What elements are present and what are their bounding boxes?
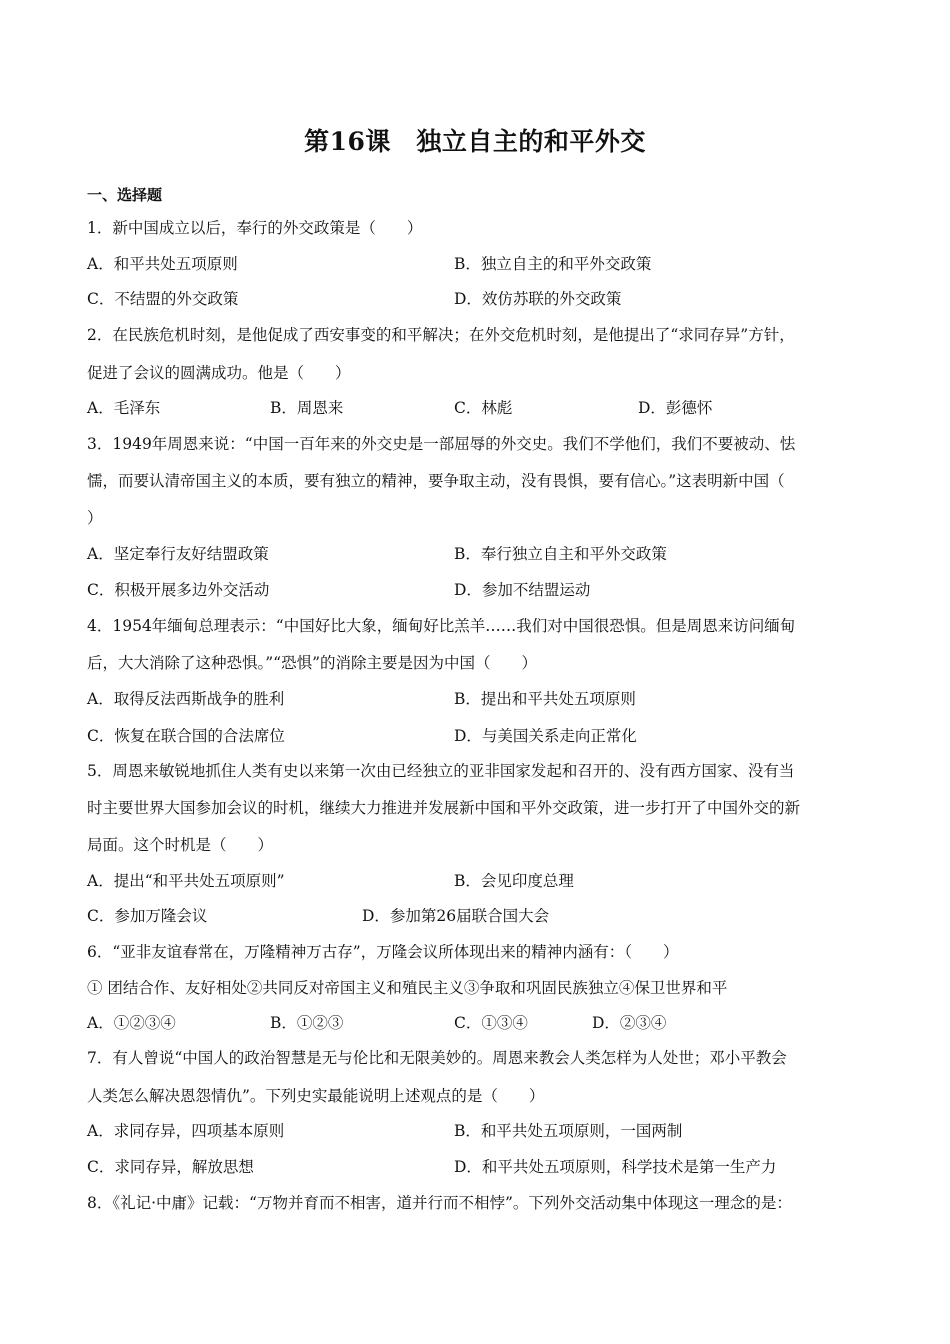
question-1-option-d: D．效仿苏联的外交政策 (454, 290, 622, 308)
question-2-stem: 2．在民族危机时刻，是他促成了西安事变的和平解决；在外交危机时刻，是他提出了“求同存异”方针， (87, 326, 795, 344)
question-3-option-b: B．奉行独立自主和平外交政策 (454, 545, 667, 563)
question-5-stem: 5．周恩来敏锐地抓住人类有史以来第一次由已经独立的亚非国家发起和召开的、没有西方国家、没有当 (87, 762, 795, 780)
question-6-stem: ① 团结合作、友好相处②共同反对帝国主义和殖民主义③争取和巩固民族独立④保卫世界和平 (87, 979, 728, 997)
question-2-option-a: A．毛泽东 (87, 399, 161, 417)
question-3-stem: 3．1949年周恩来说：“中国一百年来的外交史是一部屈辱的外交史。我们不学他们，我们不要被动、怯 (87, 435, 796, 453)
question-3-stem: ） (87, 509, 103, 527)
section-heading: 一、选择题 (87, 186, 163, 204)
question-5-stem: 局面。这个时机是（ ） (87, 836, 274, 854)
question-6-option-c: C．①③④ (454, 1014, 528, 1032)
question-5-option-a: A．提出“和平共处五项原则” (87, 872, 285, 890)
question-6-option-a: A．①②③④ (87, 1014, 176, 1032)
question-6-stem: 6．“亚非友谊春常在，万隆精神万古存”，万隆会议所体现出来的精神内涵有：（ ） (87, 943, 679, 961)
question-4-option-c: C．恢复在联合国的合法席位 (87, 727, 285, 745)
question-5-option-b: B．会见印度总理 (454, 872, 574, 890)
question-2-option-d: D．彭德怀 (638, 399, 713, 417)
question-8-stem: 8．《礼记·中庸》记载：“万物并育而不相害，道并行而不相悖”。下列外交活动集中体现这一理念的是： (87, 1194, 792, 1212)
question-7-stem: 人类怎么解决恩怨情仇”。下列史实最能说明上述观点的是（ ） (87, 1087, 545, 1105)
question-4-option-a: A．取得反法西斯战争的胜利 (87, 690, 285, 708)
question-5-option-c: C．参加万隆会议 (87, 907, 208, 925)
question-2-option-c: C．林彪 (454, 399, 513, 417)
question-7-option-b: B．和平共处五项原则，一国两制 (454, 1122, 683, 1140)
question-4-option-b: B．提出和平共处五项原则 (454, 690, 636, 708)
question-7-stem: 7．有人曾说“中国人的政治智慧是无与伦比和无限美妙的。周恩来教会人类怎样为人处世；邓小平教会 (87, 1049, 787, 1067)
question-6-option-b: B．①②③ (270, 1014, 344, 1032)
question-1-stem: 1．新中国成立以后，奉行的外交政策是（ ） (87, 219, 423, 237)
question-5-option-d: D．参加第26届联合国大会 (362, 907, 550, 925)
question-1-option-a: A．和平共处五项原则 (87, 255, 238, 273)
question-3-stem: 懦，而要认清帝国主义的本质，要有独立的精神，要争取主动，没有畏惧，要有信心。”这表明新中国（ (87, 472, 785, 490)
question-6-option-d: D．②③④ (592, 1014, 667, 1032)
question-7-option-d: D．和平共处五项原则，科学技术是第一生产力 (454, 1158, 777, 1176)
page-title: 第16课 独立自主的和平外交 (304, 127, 646, 156)
question-4-option-d: D．与美国关系走向正常化 (454, 727, 637, 745)
question-7-option-c: C．求同存异，解放思想 (87, 1158, 254, 1176)
question-1-option-b: B．独立自主的和平外交政策 (454, 255, 652, 273)
question-4-stem: 后，大大消除了这种恐惧。”“恐惧”的消除主要是因为中国（ ） (87, 654, 538, 672)
question-7-option-a: A．求同存异，四项基本原则 (87, 1122, 285, 1140)
question-1-option-c: C．不结盟的外交政策 (87, 290, 239, 308)
question-3-option-a: A．坚定奉行友好结盟政策 (87, 545, 269, 563)
question-5-stem: 时主要世界大国参加会议的时机，继续大力推进并发展新中国和平外交政策，进一步打开了中国外交的新 (87, 799, 801, 817)
question-3-option-c: C．积极开展多边外交活动 (87, 581, 270, 599)
question-3-option-d: D．参加不结盟运动 (454, 581, 591, 599)
question-4-stem: 4．1954年缅甸总理表示：“中国好比大象，缅甸好比羔羊……我们对中国很恐惧。但是周恩来访问缅甸 (87, 617, 796, 635)
question-2-option-b: B．周恩来 (270, 399, 344, 417)
question-2-stem: 促进了会议的圆满成功。他是（ ） (87, 364, 351, 382)
